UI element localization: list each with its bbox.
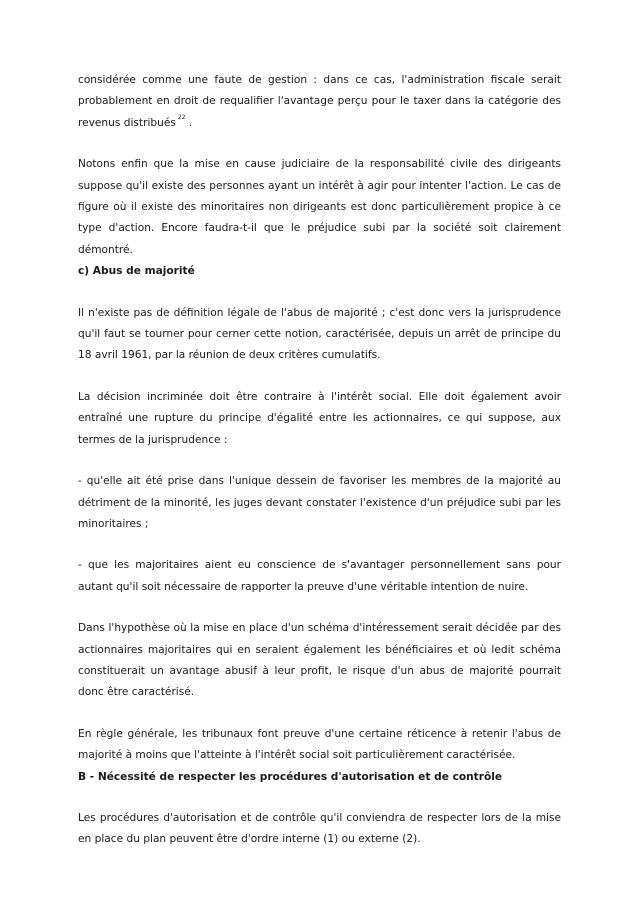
paragraph-definition: Il n'existe pas de définition légale de l'abus de majorité ; c'est donc vers la jurisprudence qu'il faut se tourner pour cerner cette notion, caractérisée, depuis un arrêt de principe du 18 avril 1961, par la réunion de deux critères cumulatifs. xyxy=(78,306,561,362)
section-heading-procedures: B - Nécessité de respecter les procédures d'autorisation et de contrôle xyxy=(78,770,503,783)
paragraph-criteria: La décision incriminée doit être contraire à l'intérêt social. Elle doit également avoir entraîné une rupture du principe d'égalité entre les actionnaires, ce qui suppose, aux termes de la jurisprudence : xyxy=(78,390,561,446)
paragraph-fiscal-requalification xyxy=(78,70,561,134)
footnote-ref: 22 xyxy=(177,113,186,121)
list-item-criterion-2: - que les majoritaires aient eu conscience de s'avantager personnellement sans pour autant qu'il soit nécessaire de rapporter la preuve d'une véritable intention de nuire. xyxy=(78,559,561,593)
paragraph-text-end: . xyxy=(185,116,193,129)
list-item-criterion-1: - qu'elle ait été prise dans l'unique dessein de favoriser les membres de la majorité au détriment de la minorité, les juges devant constater l'existence d'un préjudice subi par les minoritaires ; xyxy=(78,475,561,530)
paragraph-text: considérée comme une faute de gestion : dans ce cas, l'administration fiscale serait probablement en droit de requalifier l'avantage perçu pour le taxer dans la catégorie des revenus distribués xyxy=(78,74,561,129)
paragraph-hypothesis: Dans l'hypothèse où la mise en place d'un schéma d'intéressement serait décidée par des actionnaires majoritaires qui en seraient également les bénéficiaires et où ledit schéma constituerait un avantage abusif à leur profit, le risque d'un abus de majorité pourrait donc être caractérisé. xyxy=(78,622,561,699)
paragraph-procedures: Les procédures d'autorisation et de contrôle qu'il conviendra de respecter lors de la mise en place du plan peuvent être d'ordre interne (1) ou externe (2). xyxy=(78,811,561,846)
paragraph-civil-liability: Notons enfin que la mise en cause judiciaire de la responsabilité civile des dirigeants suppose qu'il existe des personnes ayant un intérêt à agir pour intenter l'action. Le cas de figure où il existe des minoritaires non dirigeants est donc particulièrement propice à ce type d'action. Encore faudra-t-il que le préjudice subi par la société soit clairement démontré. xyxy=(78,158,561,256)
document-page xyxy=(78,70,561,851)
paragraph-general-rule: En règle générale, les tribunaux font preuve d'une certaine réticence à retenir l'abus de majorité à moins que l'atteinte à l'intérêt social soit particulièrement caractérisée. xyxy=(78,727,561,762)
section-heading-abus-majorite: c) Abus de majorité xyxy=(78,265,195,278)
